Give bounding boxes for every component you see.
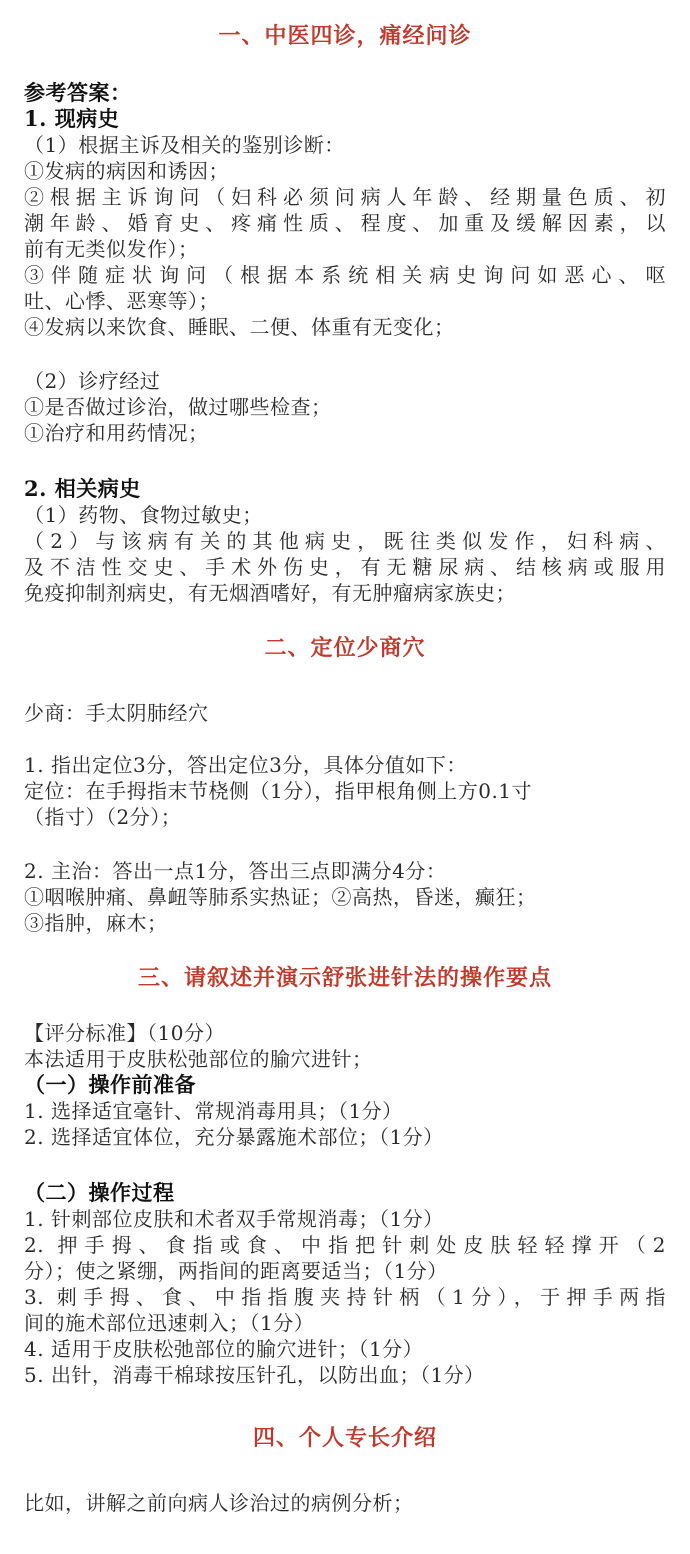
text-line: 及不洁性交史、手术外伤史，有无糖尿病、结核病或服用 (24, 555, 666, 579)
text-line: 4. 适用于皮肤松弛部位的腧穴进针；（1分） (24, 1337, 424, 1361)
text-line: 免疫抑制剂病史，有无烟酒嗜好，有无肿瘤病家族史； (24, 581, 516, 605)
subheading-procedure: （二）操作过程 (24, 1180, 175, 1205)
text-line: 2. 主治：答出一点1分，答出三点即满分4分： (24, 859, 447, 883)
answer-label: 参考答案： (24, 80, 132, 105)
text-line: 5. 出针，消毒干棉球按压针孔，以防出血；（1分） (24, 1363, 485, 1387)
subheading-current-history: 1. 现病史 (24, 106, 120, 131)
text-line: （2）诊疗经过 (24, 369, 161, 393)
text-line: ①治疗和用药情况； (24, 421, 209, 445)
section-title-4: 四、个人专长介绍 (252, 1425, 437, 1451)
subheading-related-history: 2. 相关病史 (24, 476, 141, 501)
text-line: 2. 选择适宜体位，充分暴露施术部位；（1分） (24, 1125, 444, 1149)
text-line: 3. 刺手拇、食、中指指腹夹持针柄（1分），于押手两指 (24, 1285, 666, 1309)
section-title-1: 一、中医四诊，痛经问诊 (218, 23, 472, 49)
text-line: ③伴随症状询问（根据本系统相关病史询问如恶心、呕 (24, 263, 666, 287)
text-line: 比如，讲解之前向病人诊治过的病例分析； (24, 1491, 414, 1515)
text-line: ①是否做过诊治，做过哪些检查； (24, 395, 332, 419)
text-line: ①咽喉肿痛、鼻衄等肺系实热证；②高热，昏迷，癫狂； (24, 885, 537, 909)
text-line: 分）；使之紧绷，两指间的距离要适当；（1分） (24, 1259, 448, 1283)
text-line: ③指肿，麻木； (24, 911, 168, 935)
text-line: 1. 指出定位3分，答出定位3分，具体分值如下： (24, 753, 467, 777)
section-title-2: 二、定位少商穴 (264, 635, 426, 661)
text-line: （1）根据主诉及相关的鉴别诊断： (24, 133, 345, 157)
text-line: （1）药物、食物过敏史； (24, 503, 263, 527)
text-line: 定位：在手拇指末节桡侧（1分），指甲根角侧上方0.1寸 (24, 779, 533, 803)
text-line: 少商：手太阴肺经穴 (24, 701, 209, 725)
text-line: 间的施术部位迅速刺入；（1分） (24, 1311, 315, 1335)
text-line: 潮年龄、婚育史、疼痛性质、程度、加重及缓解因素，以 (24, 211, 666, 235)
section-title-3: 三、请叙述并演示舒张进针法的操作要点 (137, 965, 552, 991)
text-line: 1. 选择适宜毫针、常规消毒用具；（1分） (24, 1099, 403, 1123)
text-line: 本法适用于皮肤松弛部位的腧穴进针； (24, 1047, 373, 1071)
text-line: 2. 押手拇、食指或食、中指把针刺处皮肤轻轻撑开（2 (24, 1233, 666, 1257)
text-line: 前有无类似发作）； (24, 237, 199, 261)
text-line: ④发病以来饮食、睡眠、二便、体重有无变化； (24, 315, 455, 339)
text-line: 吐、心悸、恶寒等）； (24, 289, 219, 313)
text-line: （2）与该病有关的其他病史，既往类似发作，妇科病、 (24, 529, 666, 553)
text-line: ①发病的病因和诱因； (24, 159, 229, 183)
text-line: 1. 针刺部位皮肤和术者双手常规消毒；（1分） (24, 1207, 444, 1231)
text-line: ②根据主诉询问（妇科必须问病人年龄、经期量色质、初 (24, 185, 666, 209)
text-line: 【评分标准】（10分） (24, 1021, 225, 1045)
text-line: （指寸）（2分）； (24, 805, 182, 829)
subheading-preparation: （一）操作前准备 (24, 1072, 196, 1097)
